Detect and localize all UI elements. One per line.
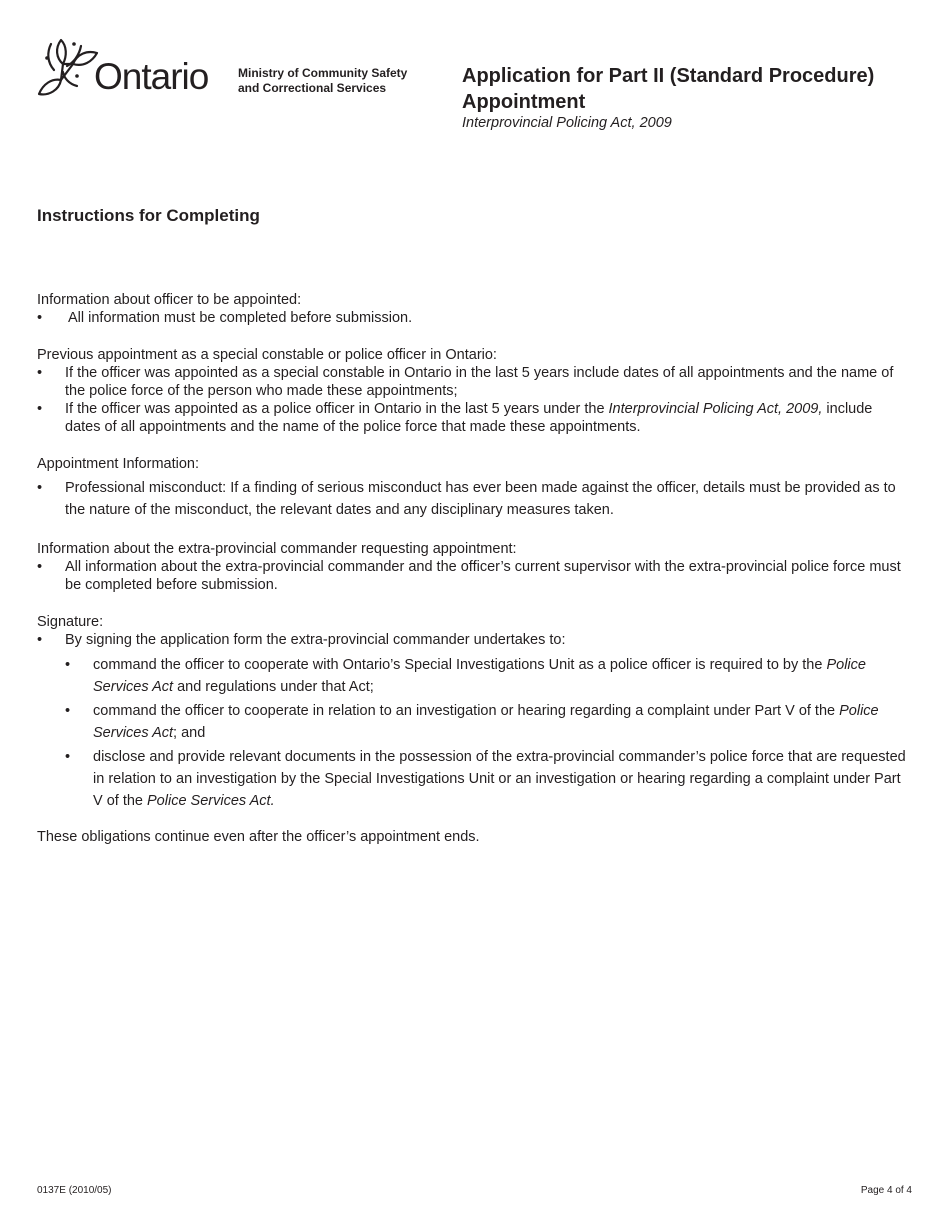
list-item bbox=[37, 400, 907, 436]
section-officer bbox=[37, 291, 907, 327]
instructions-heading: Instructions for Completing bbox=[37, 206, 260, 225]
section-title: Appointment Information: bbox=[37, 456, 200, 472]
instructions-body bbox=[37, 291, 907, 846]
sub-list bbox=[65, 654, 907, 812]
list-item bbox=[37, 477, 907, 521]
list-item-text: All information about the extra-provincial commander and the officer’s current supervisor with the extra-provincial police force must be completed before submission. bbox=[65, 559, 901, 593]
trillium-icon bbox=[37, 36, 99, 98]
section-title: Information about the extra-provincial commander requesting appointment: bbox=[37, 541, 517, 557]
list-item-text: Professional misconduct: If a finding of serious misconduct has ever been made against the officer, details must be provided as to the nature of the misconduct, the relevant dates and any disciplinary measures taken. bbox=[65, 480, 896, 518]
list-item bbox=[37, 309, 907, 327]
section-commander bbox=[37, 540, 907, 594]
sub-list-item bbox=[65, 700, 907, 744]
list-item-text: and regulations under that Act; bbox=[173, 679, 374, 695]
section-previous-appointment bbox=[37, 346, 907, 436]
section-appointment-information bbox=[37, 455, 907, 521]
list-item-text: ; and bbox=[173, 725, 206, 741]
section-title: Previous appointment as a special constable or police officer in Ontario: bbox=[37, 347, 497, 363]
act-reference: Interprovincial Policing Act, 2009, bbox=[608, 401, 823, 417]
act-reference: Police Services Act bbox=[93, 657, 866, 695]
list-item-text: By signing the application form the extra-provincial commander undertakes to: bbox=[65, 632, 566, 648]
form-number: 0137E (2010/05) bbox=[37, 1185, 112, 1196]
sub-list-item bbox=[65, 654, 907, 698]
act-reference: Police Services Act. bbox=[147, 793, 275, 809]
list-item-text: disclose and provide relevant documents in the possession of the extra-provincial commander’s police force that are requested in relation to an investigation by the Special Investigations Unit or an investigation or hearing regarding a complaint under Part V of the bbox=[93, 749, 906, 809]
form-title bbox=[462, 63, 932, 115]
ministry-line-2: and Correctional Services bbox=[238, 81, 387, 95]
form-act: Interprovincial Policing Act, 2009 bbox=[462, 115, 672, 131]
list-item-text: If the officer was appointed as a police officer in Ontario in the last 5 years under the bbox=[65, 401, 609, 417]
section-title: Signature: bbox=[37, 614, 104, 630]
list-item bbox=[37, 364, 907, 400]
ontario-logo bbox=[37, 36, 217, 100]
section-signature bbox=[37, 613, 907, 812]
list-item-text: command the officer to cooperate with Ontario’s Special Investigations Unit as a police officer is required to by the bbox=[93, 657, 827, 673]
section-title: Information about officer to be appointed: bbox=[37, 292, 302, 308]
list-item-text: include dates of all appointments and the name of the police force that made these appointments. bbox=[65, 401, 873, 435]
closing-note: These obligations continue even after the officer’s appointment ends. bbox=[37, 829, 480, 845]
form-title-line-1: Application for Part II (Standard Procedure) bbox=[462, 65, 875, 87]
logo-wordmark: Ontario bbox=[94, 56, 209, 97]
list-item-text: All information must be completed before submission. bbox=[68, 310, 413, 326]
form-title-line-2: Appointment bbox=[462, 91, 586, 113]
ministry-line-1: Ministry of Community Safety bbox=[238, 66, 408, 80]
act-reference: Police Services Act bbox=[93, 703, 879, 741]
sub-list-item bbox=[65, 746, 907, 812]
page-number: Page 4 of 4 bbox=[860, 1185, 912, 1196]
list-item bbox=[37, 558, 907, 594]
ministry-name bbox=[238, 66, 438, 96]
list-item-text: If the officer was appointed as a special constable in Ontario in the last 5 years include dates of all appointments and the name of the police force of the person who made these appointments; bbox=[65, 365, 894, 399]
list-item-text: command the officer to cooperate in relation to an investigation or hearing regarding a complaint under Part V of the bbox=[93, 703, 840, 719]
list-item bbox=[37, 631, 907, 812]
